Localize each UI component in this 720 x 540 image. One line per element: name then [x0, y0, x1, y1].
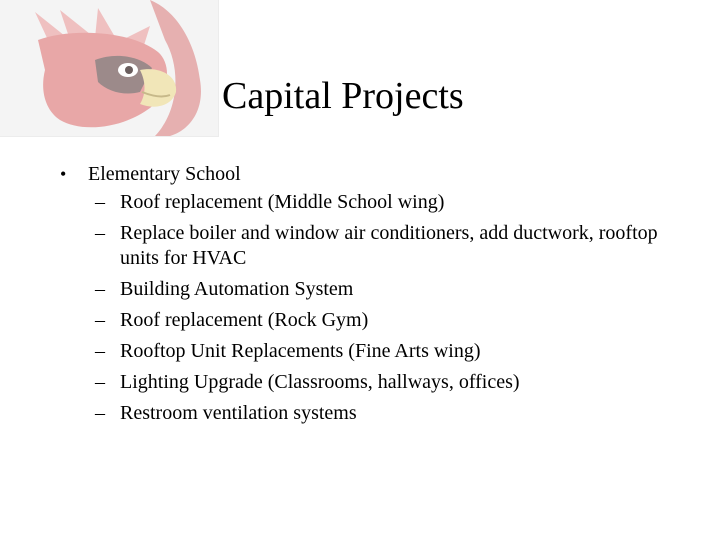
dash-icon: – — [95, 402, 105, 424]
slide-content — [60, 160, 700, 432]
bullet-icon: • — [60, 164, 67, 184]
dash-icon: – — [95, 222, 105, 244]
list-item: – Replace boiler and window air conditioners, add ductwork, rooftop units for HVAC — [95, 222, 658, 269]
list-item: – Roof replacement (Rock Gym) — [95, 309, 369, 331]
list-item: – Roof replacement (Middle School wing) — [95, 191, 445, 213]
dash-icon: – — [95, 340, 105, 362]
list-item: – Restroom ventilation systems — [95, 402, 357, 424]
cardinal-logo-icon — [0, 0, 218, 136]
slide-title: Capital Projects — [222, 75, 464, 117]
list-item: – Building Automation System — [95, 278, 354, 300]
list-item: – Rooftop Unit Replacements (Fine Arts wing) — [95, 340, 481, 362]
logo-panel — [0, 0, 219, 137]
dash-icon: – — [95, 191, 105, 213]
dash-icon: – — [95, 278, 105, 300]
dash-icon: – — [95, 371, 105, 393]
main-bullet-text: Elementary School — [88, 163, 241, 185]
list-item: – Lighting Upgrade (Classrooms, hallways, offices) — [95, 371, 520, 393]
dash-icon: – — [95, 309, 105, 331]
sub-bullet-list — [60, 190, 700, 426]
main-bullet — [60, 160, 700, 188]
